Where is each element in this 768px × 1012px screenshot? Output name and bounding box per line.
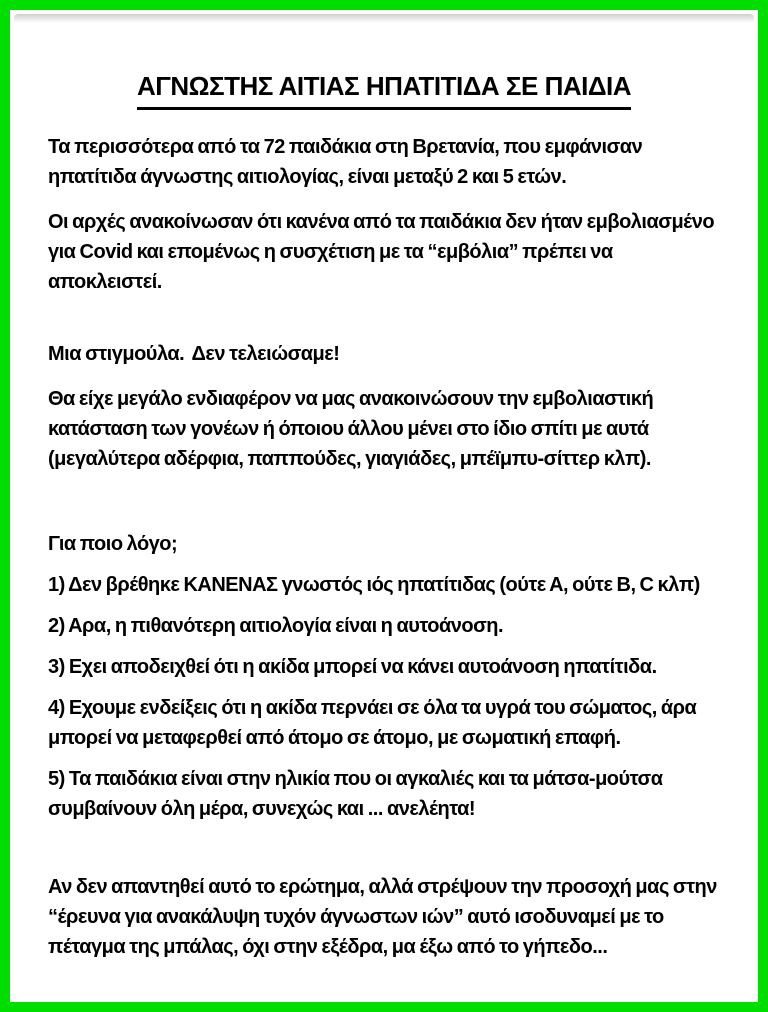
- page-title-text: ΑΓΝΩΣΤΗΣ ΑΙΤΙΑΣ ΗΠΑΤΙΤΙΔΑ ΣΕ ΠΑΙΔΙΑ: [137, 68, 631, 110]
- paragraph-authorities: Οι αρχές ανακοίνωσαν ότι κανένα από τα παιδάκια δεν ήταν εμβολιασμένο για Covid και επομένως η συσχέτιση με τα “εμβόλια” πρέπει να αποκλειστεί.: [48, 211, 719, 293]
- list-item-5: 5) Τα παιδάκια είναι στην ηλικία που οι αγκαλιές και τα μάτσα-μούτσα συμβαίνουν όλη μέρα, συνεχώς και ... ανελέητα!: [48, 768, 667, 820]
- list-item-3: 3) Εχει αποδειχθεί ότι η ακίδα μπορεί να κάνει αυτοάνοση ηπατίτιδα.: [48, 656, 657, 678]
- question-heading: Για ποιο λόγο;: [48, 533, 178, 555]
- page-content: [10, 10, 758, 1002]
- page-title: [48, 68, 720, 110]
- list-item-2: 2) Αρα, η πιθανότερη αιτιολογία είναι η αυτοάνοση.: [48, 615, 504, 637]
- list-item-1: 1) Δεν βρέθηκε ΚΑΝΕΝΑΣ γνωστός ιός ηπατίτιδας (ούτε Α, ούτε Β, C κλπ): [48, 574, 700, 596]
- paragraph-intro: Τα περισσότερα από τα 72 παιδάκια στη Βρετανία, που εμφάνισαν ηπατίτιδα άγνωστης αιτιολογίας, είναι μεταξύ 2 και 5 ετών.: [48, 136, 647, 188]
- paragraph-wait-a-moment: Μια στιγμούλα. Δεν τελειώσαμε!: [48, 343, 340, 365]
- list-item-4: 4) Εχουμε ενδείξεις ότι η ακίδα περνάει σε όλα τα υγρά του σώματος, άρα μπορεί να μεταφερθεί από άτομο σε άτομο, με σωματική επαφή.: [48, 697, 701, 749]
- paragraph-household-status: Θα είχε μεγάλο ενδιαφέρον να μας ανακοινώσουν την εμβολιαστική κατάσταση των γονέων ή όποιου άλλου μένει στο ίδιο σπίτι με αυτά (μεγαλύτερα αδέρφια, παππούδες, γιαγιάδες, μπέϊμπυ-σίττερ κλπ).: [48, 388, 658, 470]
- paragraph-closing: Αν δεν απαντηθεί αυτό το ερώτημα, αλλά στρέψουν την προσοχή μας στην “έρευνα για ανακάλυψη τυχόν άγνωστων ιών” αυτό ισοδυναμεί με το πέταγμα της μπάλας, όχι στην εξέδρα, μα έξω από το γήπεδο...: [48, 876, 721, 958]
